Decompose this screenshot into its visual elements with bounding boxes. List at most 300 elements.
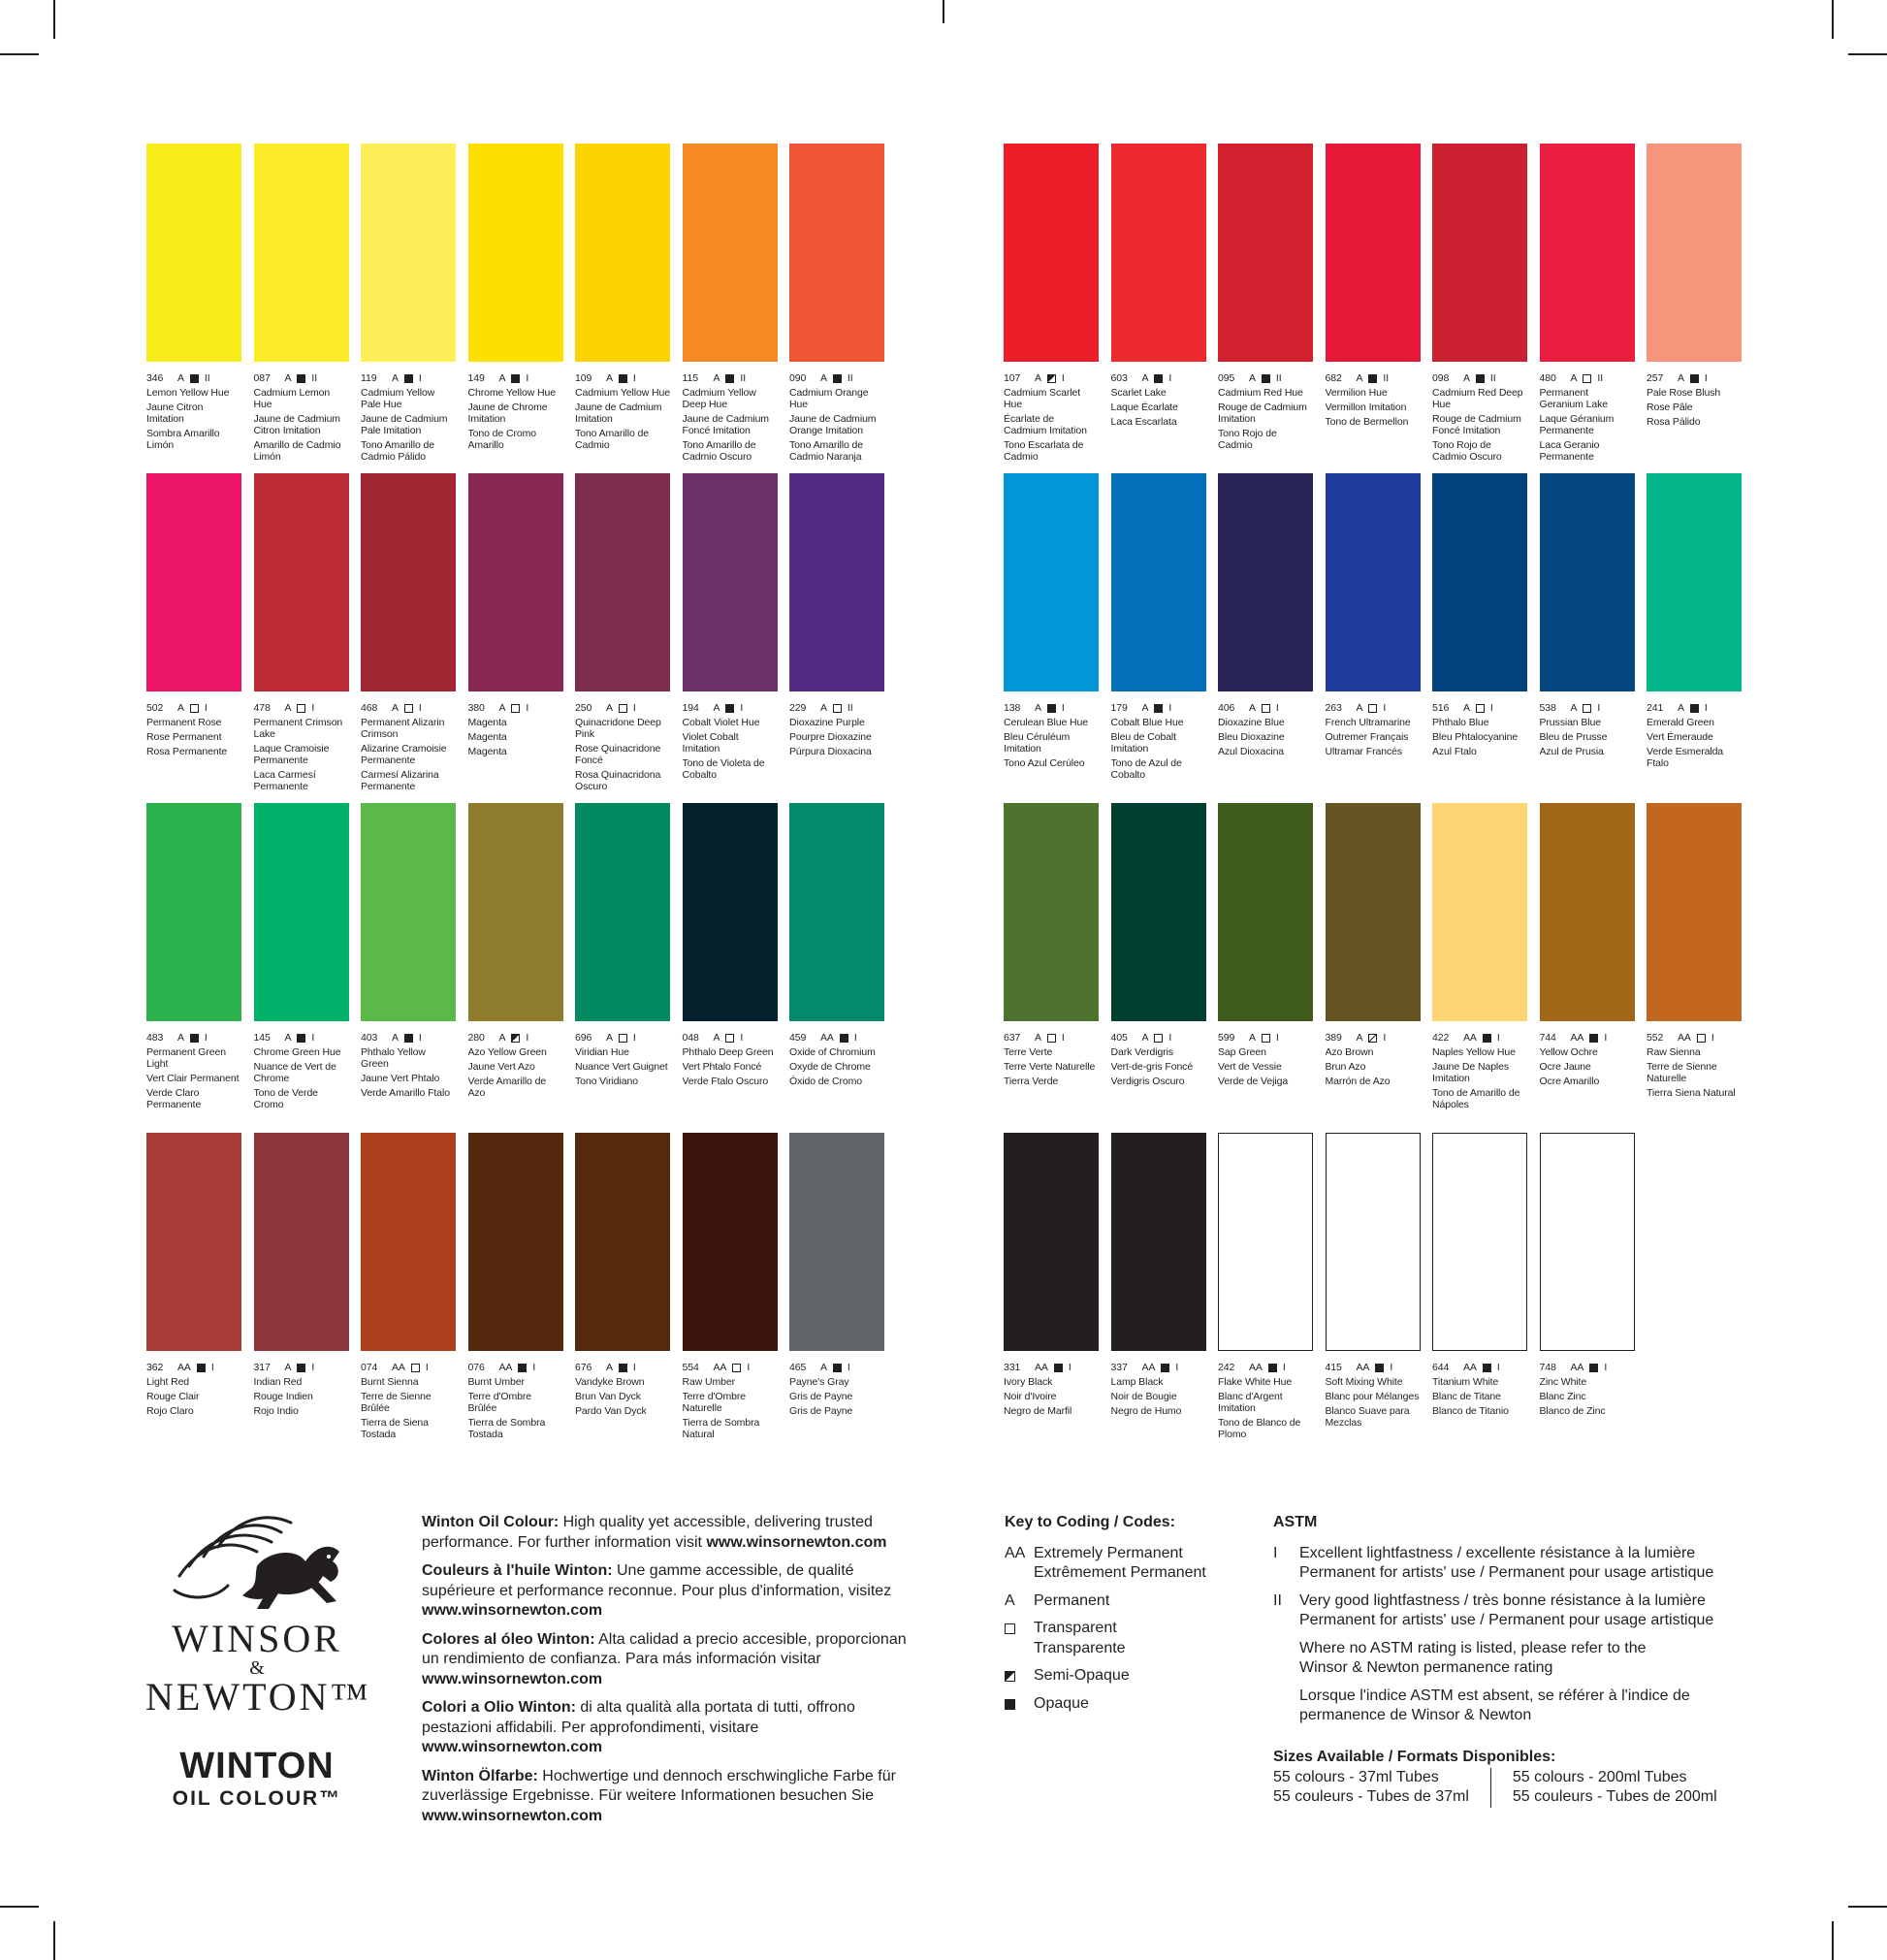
astm-rating: II bbox=[847, 702, 853, 714]
description-es: Colores al óleo Winton: Alta calidad a precio accesible, proporcionan un rendimiento de confianza. Para más información visitar www.winsornewton.com bbox=[422, 1630, 907, 1687]
swatch-grid bbox=[1004, 144, 1742, 1462]
griffin-icon bbox=[160, 1508, 354, 1615]
opaque-icon bbox=[1375, 1364, 1384, 1372]
color-number: 422 bbox=[1432, 1032, 1450, 1044]
color-name-fr: Écarlate de Cadmium Imitation bbox=[1004, 413, 1087, 436]
color-name-es: Tono Rojo de Cadmio bbox=[1218, 428, 1277, 451]
color-swatch bbox=[1326, 803, 1421, 1021]
color-info bbox=[146, 1362, 241, 1417]
opaque-icon bbox=[1005, 1699, 1015, 1710]
permanence-code: A bbox=[713, 372, 720, 384]
color-swatch bbox=[468, 1133, 563, 1351]
astm-rating: I bbox=[526, 702, 529, 714]
color-swatch bbox=[146, 803, 241, 1021]
color-name-en: Permanent Green Light bbox=[146, 1046, 226, 1070]
color-swatch bbox=[1326, 473, 1421, 691]
color-number: 194 bbox=[682, 702, 699, 714]
color-name-es: Magenta bbox=[467, 746, 507, 757]
color-info bbox=[1218, 372, 1313, 451]
astm-rating: II bbox=[847, 372, 853, 384]
permanence-code: AA bbox=[1141, 1362, 1156, 1373]
color-number: 744 bbox=[1539, 1032, 1556, 1044]
opaque-icon bbox=[840, 1034, 848, 1043]
color-info bbox=[683, 702, 778, 781]
permanence-code: A bbox=[498, 1032, 506, 1044]
color-name-en: Indian Red bbox=[253, 1376, 303, 1388]
crop-mark bbox=[53, 1921, 55, 1960]
permanence-code: A bbox=[498, 372, 506, 384]
description-fr: Couleurs à l'huile Winton: Une gamme accessible, de qualité supérieure et performance reconnue. Pour plus d'information, visitez www.winsornewton.com bbox=[422, 1562, 892, 1619]
color-code-line bbox=[146, 372, 241, 384]
color-name-en: Cobalt Violet Hue bbox=[682, 717, 760, 728]
astm-rating: I bbox=[632, 372, 636, 384]
color-name-fr: Jaune de Cadmium Orange Imitation bbox=[789, 413, 877, 436]
color-card bbox=[575, 473, 670, 803]
astm-rating: I bbox=[1168, 372, 1172, 384]
astm-rating: I bbox=[418, 372, 422, 384]
color-code-line bbox=[1647, 372, 1742, 384]
astm-row: II Very good lightfastness / très bonne résistance à la lumière Permanent for artists' use / Permanent pour usage artistique bbox=[1273, 1591, 1714, 1628]
color-swatch bbox=[1218, 473, 1313, 691]
color-number: 098 bbox=[1432, 372, 1450, 384]
permanence-code: AA bbox=[713, 1362, 727, 1373]
color-code-line bbox=[575, 1362, 670, 1373]
permanence-code: A bbox=[1463, 702, 1470, 714]
color-swatch bbox=[254, 144, 349, 362]
permanence-code: A bbox=[1141, 1032, 1149, 1044]
permanence-code: A bbox=[1249, 702, 1256, 714]
permanence-code: A bbox=[606, 372, 613, 384]
color-swatch bbox=[1432, 1133, 1527, 1351]
sizes-heading: Sizes Available / Formats Disponibles: bbox=[1273, 1749, 1556, 1765]
transparent-icon bbox=[1262, 704, 1270, 713]
permanence-code: A bbox=[284, 1362, 292, 1373]
color-name-en: Lamp Black bbox=[1110, 1376, 1164, 1388]
color-name-en: Cadmium Yellow Deep Hue bbox=[682, 387, 756, 410]
color-swatch bbox=[1540, 473, 1635, 691]
color-code-line bbox=[575, 702, 670, 714]
color-name-fr: Jaune de Cadmium Citron Imitation bbox=[253, 413, 340, 436]
opaque-icon bbox=[511, 374, 520, 383]
transparent-icon bbox=[1368, 704, 1377, 713]
website-link[interactable]: www.winsornewton.com bbox=[422, 1602, 603, 1619]
astm-rating: I bbox=[1275, 702, 1279, 714]
opaque-icon bbox=[297, 1034, 305, 1043]
color-swatch bbox=[468, 144, 563, 362]
color-name-fr: Blanc pour Mélanges bbox=[1325, 1391, 1420, 1402]
astm-rating: II bbox=[204, 372, 210, 384]
color-name-en: Cadmium Red Hue bbox=[1218, 387, 1303, 399]
color-card bbox=[1326, 803, 1421, 1133]
permanence-code: A bbox=[284, 372, 292, 384]
color-info bbox=[1540, 1032, 1635, 1087]
permanence-code: A bbox=[177, 372, 184, 384]
color-number: 263 bbox=[1325, 702, 1342, 714]
color-card bbox=[1218, 473, 1313, 803]
crop-mark bbox=[943, 0, 944, 23]
color-card bbox=[575, 1133, 670, 1462]
color-name-en: Permanent Crimson Lake bbox=[253, 717, 343, 740]
astm-rating: I bbox=[311, 702, 315, 714]
opaque-icon bbox=[190, 374, 199, 383]
color-name-es: Amarillo de Cadmio Limón bbox=[253, 439, 341, 463]
color-number: 107 bbox=[1004, 372, 1021, 384]
color-code-line bbox=[1218, 702, 1313, 714]
color-number: 257 bbox=[1647, 372, 1664, 384]
color-name-en: Viridian Hue bbox=[575, 1046, 629, 1058]
website-link[interactable]: www.winsornewton.com bbox=[422, 1807, 603, 1824]
color-swatch bbox=[1432, 144, 1527, 362]
astm-rating: I bbox=[632, 702, 636, 714]
color-code-line bbox=[146, 702, 241, 714]
website-link[interactable]: www.winsornewton.com bbox=[422, 1739, 603, 1755]
color-name-es: Tierra de Siena Tostada bbox=[361, 1417, 429, 1440]
color-info bbox=[1004, 372, 1099, 463]
color-name-en: Lemon Yellow Hue bbox=[146, 387, 230, 399]
color-info bbox=[1111, 372, 1206, 428]
color-code-line bbox=[1432, 1032, 1527, 1044]
color-info bbox=[1540, 372, 1635, 463]
color-swatch bbox=[146, 473, 241, 691]
color-number: 250 bbox=[575, 702, 592, 714]
color-name-es: Tono Viridiano bbox=[575, 1076, 638, 1087]
color-name-es: Tono Amarillo de Cadmio bbox=[575, 428, 650, 451]
color-name-fr: Jaune de Cadmium Pale Imitation bbox=[361, 413, 448, 436]
color-name-en: Cadmium Lemon Hue bbox=[253, 387, 331, 410]
opaque-icon bbox=[1047, 704, 1056, 713]
permanence-code: A bbox=[820, 702, 827, 714]
color-card bbox=[468, 803, 563, 1133]
color-name-en: Payne's Gray bbox=[789, 1376, 849, 1388]
color-name-fr: Alizarine Cramoisie Permanente bbox=[361, 743, 447, 766]
color-info bbox=[361, 702, 456, 792]
color-name-fr: Jaune De Naples Imitation bbox=[1432, 1061, 1510, 1084]
permanence-code: A bbox=[606, 702, 613, 714]
key-row bbox=[1005, 1666, 1237, 1687]
color-info bbox=[1326, 702, 1421, 757]
color-info bbox=[789, 372, 884, 463]
opaque-icon bbox=[404, 374, 413, 383]
permanence-code: A bbox=[820, 1362, 827, 1373]
transparent-icon bbox=[619, 704, 627, 713]
color-name-es: Rojo Claro bbox=[146, 1405, 194, 1417]
color-name-fr: Blanc Zinc bbox=[1539, 1391, 1586, 1402]
color-name-es: Pardo Van Dyck bbox=[575, 1405, 647, 1417]
color-swatch bbox=[254, 473, 349, 691]
color-card bbox=[1540, 1133, 1635, 1462]
color-info bbox=[575, 372, 670, 451]
color-swatch bbox=[1218, 1133, 1313, 1351]
color-info bbox=[1218, 1362, 1313, 1440]
color-code-line bbox=[361, 1032, 456, 1044]
crop-mark bbox=[0, 53, 39, 55]
transparent-icon bbox=[1005, 1623, 1015, 1634]
opaque-icon bbox=[297, 374, 305, 383]
permanence-code: A bbox=[392, 372, 399, 384]
opaque-icon bbox=[1589, 1034, 1598, 1043]
astm-rating: I bbox=[1068, 1362, 1071, 1373]
color-name-fr: Laque Écarlate bbox=[1110, 402, 1178, 413]
permanence-code: AA bbox=[1463, 1032, 1477, 1044]
color-name-fr: Terre d'Ombre Naturelle bbox=[682, 1391, 746, 1414]
permanence-code: A bbox=[392, 1032, 399, 1044]
color-name-fr: Rouge de Cadmium Imitation bbox=[1218, 402, 1307, 425]
opaque-icon bbox=[1483, 1364, 1491, 1372]
color-name-en: Cadmium Orange Hue bbox=[789, 387, 869, 410]
brand-logo bbox=[145, 1508, 371, 1811]
crop-mark bbox=[53, 0, 55, 39]
color-swatch bbox=[575, 473, 670, 691]
astm-rating: I bbox=[853, 1032, 857, 1044]
astm-rating: II bbox=[1275, 372, 1282, 384]
opaque-icon bbox=[619, 374, 627, 383]
opaque-icon bbox=[725, 704, 734, 713]
color-code-line bbox=[1218, 1362, 1313, 1373]
color-name-en: Cadmium Yellow Pale Hue bbox=[361, 387, 435, 410]
color-name-es: Tono de Amarillo de Nápoles bbox=[1432, 1087, 1520, 1110]
color-info bbox=[1004, 702, 1099, 769]
color-name-fr: Terre de Sienne Naturelle bbox=[1647, 1061, 1717, 1084]
color-name-en: Zinc White bbox=[1539, 1376, 1587, 1388]
color-code-line bbox=[468, 1032, 563, 1044]
color-name-en: Quinacridone Deep Pink bbox=[575, 717, 661, 740]
color-card bbox=[254, 1133, 349, 1462]
color-name-fr: Noir de Bougie bbox=[1110, 1391, 1177, 1402]
brand-name-line1: WINSOR bbox=[172, 1617, 342, 1660]
astm-rating: I bbox=[1061, 372, 1065, 384]
color-number: 389 bbox=[1325, 1032, 1342, 1044]
color-card bbox=[1004, 144, 1099, 473]
color-swatch bbox=[1540, 144, 1635, 362]
color-name-en: Cobalt Blue Hue bbox=[1110, 717, 1184, 728]
color-name-fr: Rouge Indien bbox=[253, 1391, 313, 1402]
color-name-fr: Rose Quinacridone Foncé bbox=[575, 743, 661, 766]
color-card bbox=[468, 144, 563, 473]
astm-rating: I bbox=[1061, 702, 1065, 714]
color-name-fr: Bleu Dioxazine bbox=[1218, 731, 1285, 743]
opaque-icon bbox=[1262, 374, 1270, 383]
color-info bbox=[575, 702, 670, 792]
color-card bbox=[1218, 144, 1313, 473]
transparent-icon bbox=[1583, 374, 1591, 383]
website-link[interactable]: www.winsornewton.com bbox=[706, 1533, 887, 1551]
color-code-line bbox=[683, 372, 778, 384]
color-number: 405 bbox=[1110, 1032, 1128, 1044]
color-swatch bbox=[1004, 1133, 1099, 1351]
color-swatch bbox=[789, 1133, 884, 1351]
color-number: 331 bbox=[1004, 1362, 1021, 1373]
permanence-code: A bbox=[713, 1032, 720, 1044]
color-name-es: Verde Esmeralda Ftalo bbox=[1647, 746, 1724, 769]
color-card bbox=[683, 473, 778, 803]
color-code-line bbox=[1540, 702, 1635, 714]
color-number: 138 bbox=[1004, 702, 1021, 714]
color-name-fr: Jaune Vert Phtalo bbox=[361, 1073, 440, 1084]
color-name-en: Azo Brown bbox=[1325, 1046, 1374, 1058]
color-name-en: Sap Green bbox=[1218, 1046, 1266, 1058]
color-name-en: Permanent Geranium Lake bbox=[1539, 387, 1608, 410]
astm-rating: I bbox=[311, 1032, 315, 1044]
transparent-icon bbox=[1154, 1034, 1163, 1043]
permanence-code: A bbox=[1570, 702, 1578, 714]
color-number: 229 bbox=[789, 702, 807, 714]
color-code-line bbox=[683, 1362, 778, 1373]
color-name-fr: Rose Pâle bbox=[1647, 402, 1693, 413]
permanence-code: A bbox=[820, 372, 827, 384]
color-code-line bbox=[1540, 1032, 1635, 1044]
color-name-fr: Outremer Français bbox=[1325, 731, 1409, 743]
astm-rating: I bbox=[740, 1032, 744, 1044]
color-card bbox=[575, 803, 670, 1133]
brand-name-line2: NEWTON™ bbox=[145, 1675, 371, 1719]
semi-opaque-icon bbox=[511, 1034, 520, 1043]
color-info bbox=[683, 1362, 778, 1440]
color-swatch bbox=[1432, 473, 1527, 691]
transparent-icon bbox=[411, 1364, 420, 1372]
color-card bbox=[1218, 803, 1313, 1133]
color-number: 403 bbox=[361, 1032, 378, 1044]
color-name-en: Phthalo Deep Green bbox=[682, 1046, 774, 1058]
color-swatch bbox=[1004, 803, 1099, 1021]
color-info bbox=[361, 372, 456, 463]
color-number: 538 bbox=[1539, 702, 1556, 714]
key-label: Transparent bbox=[1034, 1620, 1117, 1636]
astm-rating: I bbox=[532, 1362, 536, 1373]
color-name-fr: Nuance de Vert de Chrome bbox=[253, 1061, 336, 1084]
color-card bbox=[254, 803, 349, 1133]
color-swatch bbox=[683, 803, 778, 1021]
permanence-code: AA bbox=[177, 1362, 191, 1373]
color-name-fr: Bleu Céruléum Imitation bbox=[1004, 731, 1071, 755]
permanence-code: AA bbox=[1356, 1362, 1370, 1373]
permanence-code: A bbox=[1678, 372, 1684, 384]
crop-mark bbox=[1848, 53, 1887, 55]
opaque-icon bbox=[1154, 374, 1163, 383]
color-name-es: Tono Rojo de Cadmio Oscuro bbox=[1432, 439, 1502, 463]
color-name-en: Emerald Green bbox=[1647, 717, 1714, 728]
description-it: Colori a Olio Winton: di alta qualità alla portata di tutti, offrono pestazioni affidabili. Per approfondimenti, visitare www.winsornewton.com bbox=[422, 1699, 855, 1755]
color-name-fr: Magenta bbox=[467, 731, 507, 743]
color-swatch bbox=[1111, 144, 1206, 362]
color-swatch bbox=[361, 803, 456, 1021]
astm-rating: I bbox=[204, 702, 208, 714]
astm-rating: I bbox=[1496, 1032, 1500, 1044]
permanence-code: AA bbox=[392, 1362, 405, 1373]
color-number: 480 bbox=[1539, 372, 1556, 384]
color-number: 468 bbox=[361, 702, 378, 714]
color-name-es: Rosa Quinacridona Oscuro bbox=[575, 769, 661, 792]
transparent-icon bbox=[725, 1034, 734, 1043]
permanence-code: A bbox=[713, 702, 720, 714]
astm-rating: I bbox=[1496, 1362, 1500, 1373]
transparent-icon bbox=[1047, 1034, 1056, 1043]
astm-rating: I bbox=[418, 1032, 422, 1044]
color-code-line bbox=[1540, 1362, 1635, 1373]
color-name-en: Pale Rose Blush bbox=[1647, 387, 1721, 399]
astm-rating: I bbox=[1168, 1032, 1172, 1044]
color-name-fr: Laque Géranium Permanente bbox=[1539, 413, 1615, 436]
opaque-icon bbox=[518, 1364, 527, 1372]
color-name-es: Gris de Payne bbox=[789, 1405, 853, 1417]
color-card bbox=[1647, 473, 1742, 803]
transparent-icon bbox=[833, 704, 842, 713]
color-name-es: Verde Amarillo de Azo bbox=[467, 1076, 547, 1099]
color-swatch bbox=[468, 803, 563, 1021]
transparent-icon bbox=[297, 704, 305, 713]
color-name-en: Cadmium Red Deep Hue bbox=[1432, 387, 1523, 410]
color-number: 415 bbox=[1325, 1362, 1342, 1373]
permanence-code: A bbox=[606, 1362, 613, 1373]
color-code-line bbox=[254, 1032, 349, 1044]
opaque-icon bbox=[833, 374, 842, 383]
color-code-line bbox=[1647, 702, 1742, 714]
color-name-fr: Jaune Citron Imitation bbox=[146, 402, 204, 425]
color-code-line bbox=[361, 1362, 456, 1373]
color-code-line bbox=[1432, 372, 1527, 384]
color-name-es: Tono Amarillo de Cadmio Oscuro bbox=[682, 439, 756, 463]
permanence-code: A bbox=[1035, 372, 1041, 384]
key-row bbox=[1005, 1619, 1237, 1658]
key-code: A bbox=[1005, 1591, 1015, 1609]
transparent-icon bbox=[1583, 704, 1591, 713]
permanence-code: AA bbox=[498, 1362, 513, 1373]
color-name-fr: Vert Phtalo Foncé bbox=[682, 1061, 762, 1073]
color-card bbox=[1111, 473, 1206, 803]
color-name-en: Titanium White bbox=[1432, 1376, 1499, 1388]
transparent-icon bbox=[1697, 1034, 1706, 1043]
color-card bbox=[1647, 144, 1742, 473]
astm-rating: I bbox=[1175, 1362, 1179, 1373]
color-number: 076 bbox=[467, 1362, 485, 1373]
color-card bbox=[361, 473, 456, 803]
color-name-es: Marrón de Azo bbox=[1325, 1076, 1391, 1087]
permanence-code: A bbox=[606, 1032, 613, 1044]
color-code-line bbox=[1432, 702, 1527, 714]
color-name-es: Azul Dioxacina bbox=[1218, 746, 1285, 757]
astm-rating: I bbox=[1489, 702, 1493, 714]
astm-rating: I bbox=[1604, 1032, 1608, 1044]
color-info bbox=[146, 1032, 241, 1110]
color-name-es: Tierra Verde bbox=[1004, 1076, 1059, 1087]
color-name-en: Prussian Blue bbox=[1539, 717, 1601, 728]
color-name-es: Rojo Indio bbox=[253, 1405, 299, 1417]
color-info bbox=[1111, 702, 1206, 781]
color-number: 090 bbox=[789, 372, 807, 384]
color-number: 644 bbox=[1432, 1362, 1450, 1373]
color-name-es: Ocre Amarillo bbox=[1539, 1076, 1600, 1087]
astm-rating: I bbox=[747, 1362, 751, 1373]
color-swatch bbox=[1432, 803, 1527, 1021]
key-label: Opaque bbox=[1034, 1694, 1089, 1712]
color-name-en: Naples Yellow Hue bbox=[1432, 1046, 1516, 1058]
website-link[interactable]: www.winsornewton.com bbox=[422, 1670, 603, 1687]
color-name-es: Rosa Permanente bbox=[146, 746, 228, 757]
permanence-code: A bbox=[498, 702, 506, 714]
color-card bbox=[1326, 144, 1421, 473]
color-number: 554 bbox=[682, 1362, 699, 1373]
opaque-icon bbox=[190, 1034, 199, 1043]
opaque-icon bbox=[1589, 1364, 1598, 1372]
color-card bbox=[468, 473, 563, 803]
opaque-icon bbox=[1368, 374, 1377, 383]
color-code-line bbox=[1004, 372, 1099, 384]
color-code-line bbox=[789, 1362, 884, 1373]
color-card bbox=[1004, 1133, 1099, 1462]
color-name-en: Terre Verte bbox=[1004, 1046, 1053, 1058]
color-name-en: Dioxazine Purple bbox=[789, 717, 865, 728]
color-number: 483 bbox=[146, 1032, 164, 1044]
color-name-fr: Gris de Payne bbox=[789, 1391, 853, 1402]
